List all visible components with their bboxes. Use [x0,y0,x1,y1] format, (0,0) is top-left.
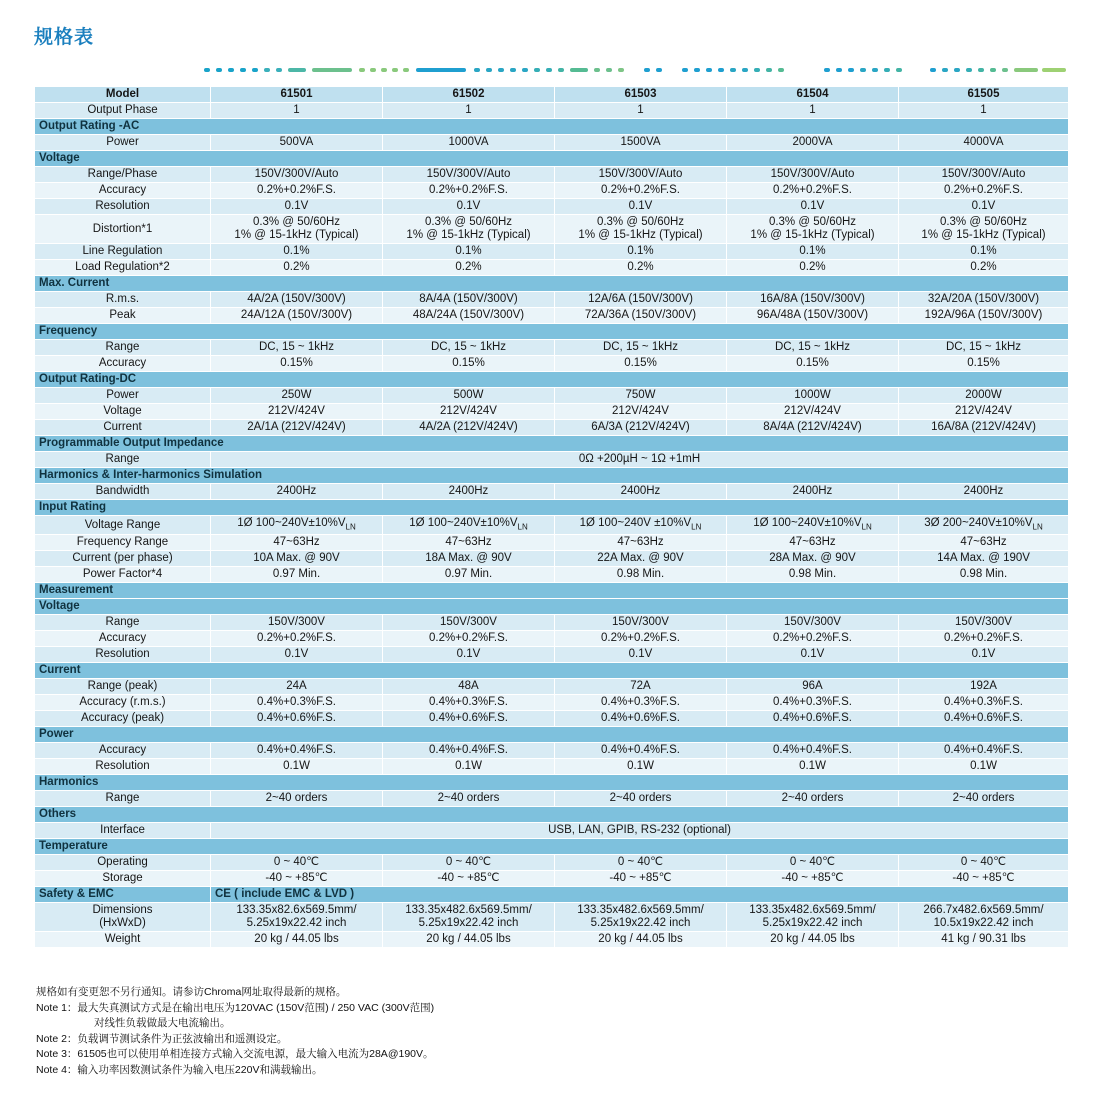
table-row [35,631,1069,647]
table-cell: 250W [211,388,383,404]
table-row [35,871,1069,887]
table-row [35,663,1069,679]
table-cell: 1 [383,103,555,119]
table-cell: 0.1% [899,244,1069,260]
table-cell: DC, 15 ~ 1kHz [899,340,1069,356]
table-cell: 0.1V [727,647,899,663]
table-row [35,167,1069,183]
table-cell: 1Ø 100~240V $\pm 10\%V_{LN}$ [555,516,727,535]
row-label: Accuracy [35,183,211,199]
row-label: Range [35,340,211,356]
table-cell: 12A/6A (150V/300V) [555,292,727,308]
table-cell: -40 ~ +85℃ [555,871,727,887]
dotted-rule-graphic [34,65,1068,75]
table-cell: 1 [899,103,1069,119]
row-label: Harmonics & Inter-harmonics Simulation [35,468,1069,484]
table-cell: 0.3% @ 50/60Hz 1% @ 15-1kHz (Typical) [383,215,555,244]
table-row [35,199,1069,215]
table-cell: 2~40 orders [899,791,1069,807]
table-cell: 47~63Hz [899,535,1069,551]
table-cell: 212V/424V [383,404,555,420]
row-label: Resolution [35,199,211,215]
table-row [35,103,1069,119]
table-cell: 0.1V [555,199,727,215]
table-cell: 0.4%+0.4%F.S. [899,743,1069,759]
row-label: Current (per phase) [35,551,211,567]
row-label: Resolution [35,759,211,775]
table-cell: 20 kg / 44.05 lbs [727,932,899,948]
table-cell: 0.2%+0.2%F.S. [383,631,555,647]
row-label: Voltage [35,151,1069,167]
table-cell: 0.1V [211,647,383,663]
row-label: Max. Current [35,276,1069,292]
table-cell: 150V/300V [727,615,899,631]
table-row [35,599,1069,615]
table-row [35,711,1069,727]
merged-value-cell: USB, LAN, GPIB, RS-232 (optional) [211,823,1069,839]
row-label: Range [35,791,211,807]
table-cell: 0.97 Min. [211,567,383,583]
table-row [35,839,1069,855]
table-cell: 0.3% @ 50/60Hz 1% @ 15-1kHz (Typical) [555,215,727,244]
table-cell: 2400Hz [383,484,555,500]
table-row [35,372,1069,388]
table-cell: 0.4%+0.3%F.S. [727,695,899,711]
row-label: Frequency Range [35,535,211,551]
table-cell: 47~63Hz [211,535,383,551]
table-cell: 72A/36A (150V/300V) [555,308,727,324]
table-cell: 18A Max. @ 90V [383,551,555,567]
table-cell: 24A [211,679,383,695]
table-cell: 20 kg / 44.05 lbs [383,932,555,948]
table-row [35,775,1069,791]
table-row [35,484,1069,500]
table-cell: -40 ~ +85℃ [211,871,383,887]
row-label: Accuracy (r.m.s.) [35,695,211,711]
table-row [35,516,1069,535]
table-cell: 20 kg / 44.05 lbs [211,932,383,948]
row-label: Storage [35,871,211,887]
table-cell: 0.1V [555,647,727,663]
table-cell: 1000VA [383,135,555,151]
table-cell: 0.3% @ 50/60Hz 1% @ 15-1kHz (Typical) [727,215,899,244]
table-cell: 2~40 orders [727,791,899,807]
table-cell: 0.1% [383,244,555,260]
table-row [35,932,1069,948]
table-cell: 4A/2A (150V/300V) [211,292,383,308]
row-label: Current [35,420,211,436]
row-label: Frequency [35,324,1069,340]
table-cell: 0.2% [211,260,383,276]
table-cell: 2000VA [727,135,899,151]
table-cell: 0.2%+0.2%F.S. [555,631,727,647]
table-cell: 0 ~ 40℃ [899,855,1069,871]
table-cell: 10A Max. @ 90V [211,551,383,567]
table-cell: 96A/48A (150V/300V) [727,308,899,324]
table-row [35,727,1069,743]
table-row [35,695,1069,711]
table-cell: 47~63Hz [555,535,727,551]
table-cell: 28A Max. @ 90V [727,551,899,567]
table-row [35,87,1069,103]
row-label: Power [35,388,211,404]
table-row [35,679,1069,695]
table-cell: 0.4%+0.3%F.S. [383,695,555,711]
table-row [35,791,1069,807]
table-cell: 0.4%+0.6%F.S. [555,711,727,727]
table-cell: 212V/424V [727,404,899,420]
row-label: Measurement [35,583,1069,599]
table-row [35,855,1069,871]
page-title: 规格表 [34,27,95,48]
table-row [35,420,1069,436]
table-cell: 0.1V [383,647,555,663]
table-cell: 61503 [555,87,727,103]
row-label: Temperature [35,839,1069,855]
table-row [35,567,1069,583]
table-cell: 0.2%+0.2%F.S. [383,183,555,199]
table-cell: 0.1% [555,244,727,260]
table-cell: 0.1W [383,759,555,775]
table-row [35,823,1069,839]
table-cell: 150V/300V [211,615,383,631]
table-row [35,535,1069,551]
table-cell: 0.4%+0.4%F.S. [555,743,727,759]
table-cell: 0 ~ 40℃ [383,855,555,871]
table-cell: 22A Max. @ 90V [555,551,727,567]
table-cell: 0.4%+0.4%F.S. [211,743,383,759]
table-cell: 2400Hz [727,484,899,500]
table-cell: 133.35x482.6x569.5mm/ 5.25x19x22.42 inch [727,903,899,932]
table-cell: 150V/300V [899,615,1069,631]
table-cell: 0.15% [383,356,555,372]
table-cell: 6A/3A (212V/424V) [555,420,727,436]
table-cell: 0.4%+0.6%F.S. [211,711,383,727]
table-cell: 2400Hz [555,484,727,500]
table-row [35,647,1069,663]
table-cell: 500W [383,388,555,404]
row-label: Resolution [35,647,211,663]
table-cell: 1 [555,103,727,119]
row-label: Dimensions (HxWxD) [35,903,211,932]
row-label: Accuracy (peak) [35,711,211,727]
table-cell: 47~63Hz [383,535,555,551]
table-cell: 32A/20A (150V/300V) [899,292,1069,308]
table-row [35,807,1069,823]
row-label: Interface [35,823,211,839]
table-cell: 14A Max. @ 190V [899,551,1069,567]
table-cell: 0.98 Min. [899,567,1069,583]
row-label: Weight [35,932,211,948]
table-row [35,244,1069,260]
table-cell: 48A [383,679,555,695]
table-cell: 1Ø $100\sim 240V\pm 10\%V_{LN}$ [727,516,899,535]
merged-value-cell: 0Ω +200µH ~ 1Ω +1mH [211,452,1069,468]
note-line: Note 3：61505也可以使用单相连接方式输入交流电源，最大输入电流为28A@190V。 [36,1048,434,1060]
row-label: Range (peak) [35,679,211,695]
table-cell: 1000W [727,388,899,404]
table-cell: 150V/300V/Auto [383,167,555,183]
row-label: Range [35,615,211,631]
table-cell: 2A/1A (212V/424V) [211,420,383,436]
table-cell: 500VA [211,135,383,151]
table-row [35,183,1069,199]
row-label: Range/Phase [35,167,211,183]
table-cell: 1 [211,103,383,119]
table-cell: 1Ø $100\sim 240V\pm 10\%V_{LN}$ [383,516,555,535]
table-cell: 0.2%+0.2%F.S. [727,631,899,647]
table-cell: 133.35x482.6x569.5mm/ 5.25x19x22.42 inch [555,903,727,932]
table-cell: 72A [555,679,727,695]
table-cell: 0.4%+0.6%F.S. [899,711,1069,727]
table-row [35,356,1069,372]
table-row [35,759,1069,775]
note-line: 规格如有变更恕不另行通知。请参访Chroma网址取得最新的规格。 [36,986,347,998]
note-line: Note 4：输入功率因数测试条件为输入电压220V和满载输出。 [36,1063,323,1076]
table-cell: 0.15% [899,356,1069,372]
table-cell: 61501 [211,87,383,103]
row-label: Model [35,87,211,103]
table-cell: 61502 [383,87,555,103]
table-cell: 0.1V [383,199,555,215]
table-cell: 0.2% [555,260,727,276]
table-cell: 0.2% [899,260,1069,276]
table-cell: 750W [555,388,727,404]
table-cell: 0.4%+0.6%F.S. [727,711,899,727]
table-row [35,743,1069,759]
row-label: Harmonics [35,775,1069,791]
row-label: Power [35,727,1069,743]
row-label: Accuracy [35,356,211,372]
table-cell: 0.15% [211,356,383,372]
table-cell: 61505 [899,87,1069,103]
table-cell: 48A/24A (150V/300V) [383,308,555,324]
table-cell: 20 kg / 44.05 lbs [555,932,727,948]
table-cell: DC, 15 ~ 1kHz [211,340,383,356]
table-cell: 0.1V [899,199,1069,215]
table-cell: -40 ~ +85℃ [899,871,1069,887]
table-cell: 4A/2A (212V/424V) [383,420,555,436]
table-row [35,135,1069,151]
table-cell: 0.15% [555,356,727,372]
table-cell: 0 ~ 40℃ [727,855,899,871]
table-cell: DC, 15 ~ 1kHz [555,340,727,356]
table-cell: 1Ø $100\sim 240V\pm 10\%V_{LN}$ [211,516,383,535]
note-line: Note 1：最大失真测试方式是在输出电压为120VAC (150V范围) / 250 VAC (300V范围) [36,1001,435,1014]
row-label: Output Rating-DC [35,372,1069,388]
table-cell: 0.1V [899,647,1069,663]
table-row [35,903,1069,932]
table-row [35,551,1069,567]
table-cell: 0.4%+0.4%F.S. [727,743,899,759]
table-cell: 0.1W [727,759,899,775]
table-cell: 16A/8A (212V/424V) [899,420,1069,436]
table-cell: 0.1V [211,199,383,215]
table-row [35,887,1069,903]
row-label: Peak [35,308,211,324]
row-label: Voltage Range [35,516,211,535]
table-row [35,119,1069,135]
table-cell: 0.2%+0.2%F.S. [899,183,1069,199]
row-label: Output Rating -AC [35,119,1069,135]
table-cell: 0.1W [899,759,1069,775]
table-cell: 0.97 Min. [383,567,555,583]
table-cell: 0.15% [727,356,899,372]
table-cell: 192A/96A (150V/300V) [899,308,1069,324]
table-cell: 0.2%+0.2%F.S. [899,631,1069,647]
table-cell: 133.35x482.6x569.5mm/ 5.25x19x22.42 inch [383,903,555,932]
table-cell: 8A/4A (150V/300V) [383,292,555,308]
table-cell: 133.35x82.6x569.5mm/ 5.25x19x22.42 inch [211,903,383,932]
note-line: Note 2：负载调节测试条件为正弦波输出和遥测设定。 [36,1032,288,1045]
table-cell: 150V/300V [383,615,555,631]
table-cell: 0.4%+0.4%F.S. [383,743,555,759]
row-label: Operating [35,855,211,871]
table-row [35,468,1069,484]
table-cell: 0.2% [727,260,899,276]
table-row [35,500,1069,516]
table-cell: 2~40 orders [555,791,727,807]
row-label: Line Regulation [35,244,211,260]
row-label: Current [35,663,1069,679]
table-cell: 0.2% [383,260,555,276]
table-cell: 0.1W [555,759,727,775]
table-cell: 0 ~ 40℃ [211,855,383,871]
table-cell: 0.4%+0.3%F.S. [899,695,1069,711]
table-row [35,615,1069,631]
table-cell: 47~63Hz [727,535,899,551]
row-label: Safety & EMC [35,887,211,903]
table-cell: 0.1% [727,244,899,260]
table-cell: 0.1W [211,759,383,775]
row-label: Bandwidth [35,484,211,500]
table-cell: 0.98 Min. [727,567,899,583]
row-label: Input Rating [35,500,1069,516]
row-label: Voltage [35,599,1069,615]
table-cell: 0.98 Min. [555,567,727,583]
specifications-table [34,86,1069,948]
table-cell: 2~40 orders [211,791,383,807]
table-cell: 3Ø $200\sim 240V\pm 10\%V_{LN}$ [899,516,1069,535]
row-label: Accuracy [35,743,211,759]
table-cell: 192A [899,679,1069,695]
table-cell: 2400Hz [211,484,383,500]
row-label: Output Phase [35,103,211,119]
table-cell: -40 ~ +85℃ [383,871,555,887]
table-cell: 150V/300V [555,615,727,631]
table-cell: 0.4%+0.3%F.S. [555,695,727,711]
table-row [35,215,1069,244]
row-label: Voltage [35,404,211,420]
table-cell: 0.2%+0.2%F.S. [727,183,899,199]
row-label: Load Regulation*2 [35,260,211,276]
row-label: Others [35,807,1069,823]
table-cell: 150V/300V/Auto [211,167,383,183]
table-row [35,260,1069,276]
table-cell: 150V/300V/Auto [555,167,727,183]
table-cell: 0.1V [727,199,899,215]
table-cell: 212V/424V [211,404,383,420]
table-cell: 8A/4A (212V/424V) [727,420,899,436]
table-cell: -40 ~ +85℃ [727,871,899,887]
table-row [35,340,1069,356]
table-cell: 0.4%+0.6%F.S. [383,711,555,727]
table-cell: 1 [727,103,899,119]
table-cell: 0.2%+0.2%F.S. [211,631,383,647]
decorative-dotted-rule [34,62,1068,72]
table-cell: 266.7x482.6x569.5mm/ 10.5x19x22.42 inch [899,903,1069,932]
table-cell: 61504 [727,87,899,103]
merged-value-cell: CE ( include EMC & LVD ) [211,887,1069,903]
table-row [35,324,1069,340]
table-cell: 0.2%+0.2%F.S. [555,183,727,199]
table-row [35,276,1069,292]
table-cell: 2~40 orders [383,791,555,807]
table-row [35,388,1069,404]
table-row [35,404,1069,420]
table-cell: 16A/8A (150V/300V) [727,292,899,308]
table-cell: 212V/424V [899,404,1069,420]
row-label: Range [35,452,211,468]
table-cell: 24A/12A (150V/300V) [211,308,383,324]
table-cell: 0.1% [211,244,383,260]
table-cell: 2000W [899,388,1069,404]
row-label: Power Factor*4 [35,567,211,583]
row-label: Accuracy [35,631,211,647]
table-cell: 2400Hz [899,484,1069,500]
note-line: 对线性负载做最大电流输出。 [94,1017,231,1029]
table-row [35,308,1069,324]
table-cell: 0 ~ 40℃ [555,855,727,871]
table-row [35,583,1069,599]
row-label: R.m.s. [35,292,211,308]
table-row [35,292,1069,308]
table-cell: 212V/424V [555,404,727,420]
row-label: Power [35,135,211,151]
table-row [35,151,1069,167]
table-cell: 0.4%+0.3%F.S. [211,695,383,711]
table-cell: 41 kg / 90.31 lbs [899,932,1069,948]
table-cell: 0.3% @ 50/60Hz 1% @ 15-1kHz (Typical) [211,215,383,244]
table-cell: 96A [727,679,899,695]
table-cell: 0.2%+0.2%F.S. [211,183,383,199]
table-cell: 1500VA [555,135,727,151]
table-row [35,436,1069,452]
notes-block [36,985,434,1078]
row-label: Distortion*1 [35,215,211,244]
table-row [35,452,1069,468]
table-cell: 150V/300V/Auto [899,167,1069,183]
table-cell: 0.3% @ 50/60Hz 1% @ 15-1kHz (Typical) [899,215,1069,244]
row-label: Programmable Output Impedance [35,436,1069,452]
table-cell: 150V/300V/Auto [727,167,899,183]
table-cell: DC, 15 ~ 1kHz [727,340,899,356]
table-cell: DC, 15 ~ 1kHz [383,340,555,356]
table-cell: 4000VA [899,135,1069,151]
